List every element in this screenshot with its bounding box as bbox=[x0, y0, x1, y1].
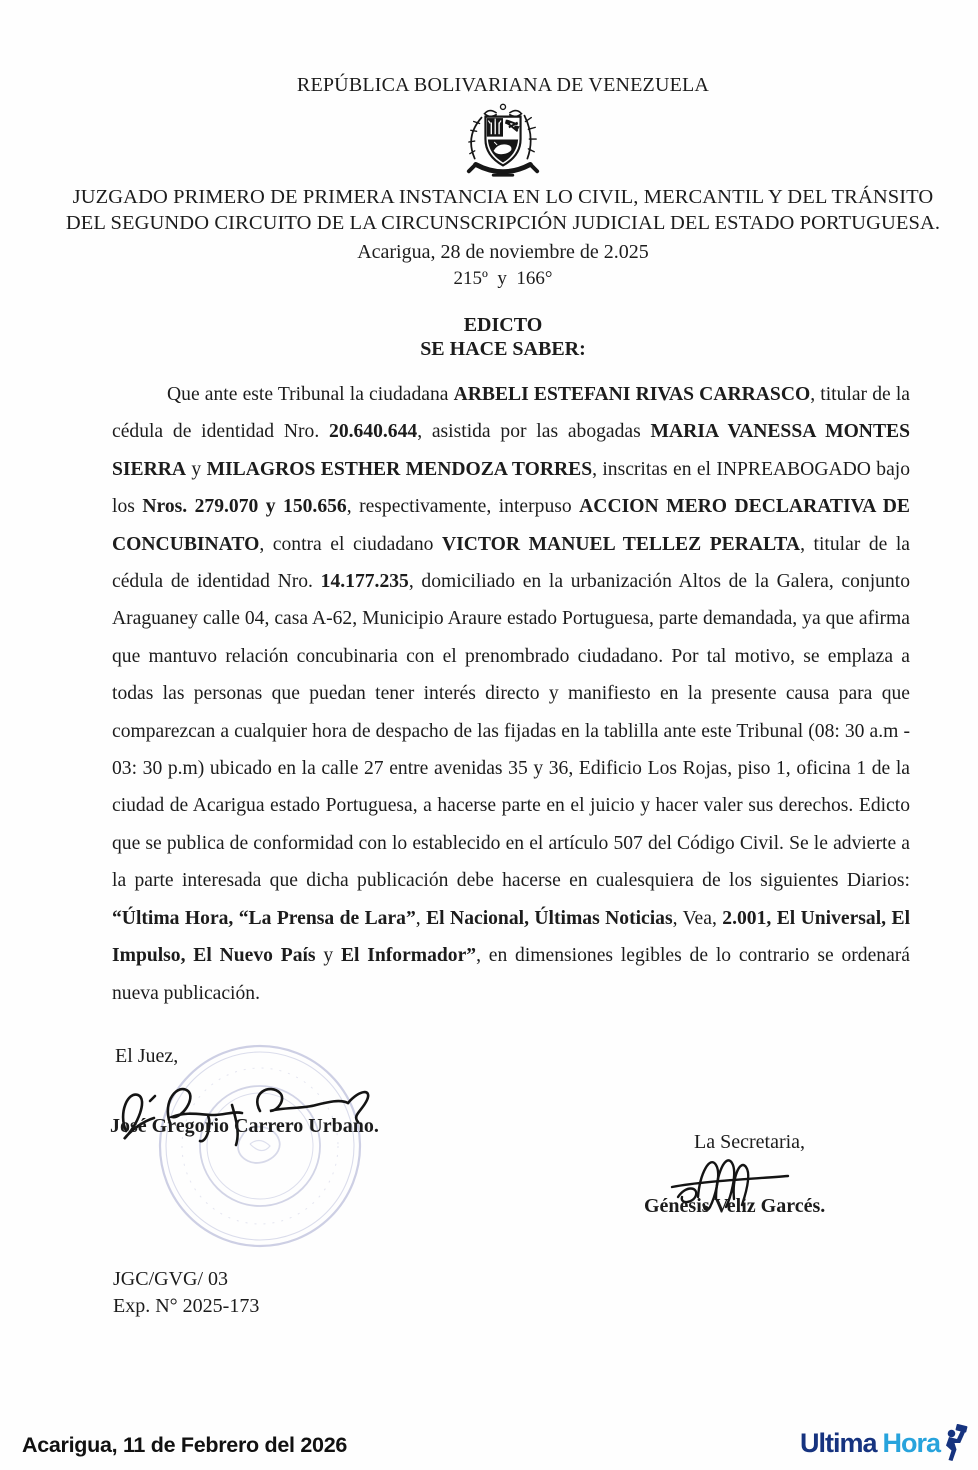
logo-text-hora: Hora bbox=[882, 1427, 940, 1458]
judge-name: José Gregorio Carrero Urbano. bbox=[110, 1115, 379, 1137]
anniversary-years-line: 215º y 166° bbox=[453, 268, 553, 289]
expedient-number: Exp. N° 2025-173 bbox=[113, 1295, 260, 1317]
ultima-hora-logo bbox=[800, 1424, 968, 1462]
court-title-line-1: JUZGADO PRIMERO DE PRIMERA INSTANCIA EN LO CIVIL, MERCANTIL Y DEL TRÁNSITO bbox=[72, 186, 934, 208]
secretary-label: La Secretaria, bbox=[694, 1131, 806, 1153]
newspaper-footer bbox=[0, 1418, 978, 1470]
court-title-line-2: DEL SEGUNDO CIRCUITO DE LA CIRCUNSCRIPCIÓN JUDICIAL DEL ESTADO PORTUGUESA. bbox=[65, 212, 941, 234]
logo-text-ultima: Ultima bbox=[799, 1427, 877, 1458]
edicto-title: EDICTO bbox=[463, 314, 543, 336]
newspaper-runner-icon bbox=[942, 1424, 968, 1462]
signatures-area bbox=[0, 1035, 978, 1275]
initials-reference: JGC/GVG/ 03 bbox=[113, 1268, 229, 1290]
file-reference-block bbox=[113, 1266, 259, 1320]
venezuela-coat-of-arms-icon bbox=[454, 102, 552, 182]
place-date-line: Acarigua, 28 de noviembre de 2.025 bbox=[357, 241, 649, 263]
document-header bbox=[0, 74, 978, 362]
publication-date: Acarigua, 11 de Febrero del 2026 bbox=[22, 1433, 348, 1457]
judge-label: El Juez, bbox=[115, 1045, 179, 1067]
edict-body-paragraph: Que ante este Tribunal la ciudadana ARBELI ESTEFANI RIVAS CARRASCO, titular de la cédula de identidad Nro. 20.640.644, asistida por las abogadas MARIA VANESSA MONTES SIERRA y MILAGROS ESTHER MENDOZA TORRES, inscritas en el INPREABOGADO bajo los Nros. 279.070 y 150.656, respectivamente, interpuso ACCION MERO DECLARATIVA DE CONCUBINATO, contra el ciudadano VICTOR MANUEL TELLEZ PERALTA, titular de la cédula de identidad Nro. 14.177.235, domiciliado en la urbanización Altos de la Galera, conjunto Araguaney calle 04, casa A-62, Municipio Araure estado Portuguesa, parte demandada, ya que afirma que mantuvo relación concubinaria con el prenombrado ciudadano. Por tal motivo, se emplaza a todas las personas que puedan tener interés directo y manifiesto en la presente causa para que comparezcan a cualquier hora de despacho de las fijadas en la tablilla ante este Tribunal (08: 30 a.m - 03: 30 p.m) ubicado en la calle 27 entre avenidas 35 y 36, Edificio Los Rojas, piso 1, oficina 1 de la ciudad de Acarigua estado Portuguesa, a hacerse parte en el juicio y hacer valer sus derechos. Edicto que se publica de conformidad con lo establecido en el artículo 507 del Código Civil. Se le advierte a la parte interesada que dicha publicación debe hacerse en cualesquiera de los siguientes Diarios: “Última Hora, “La Prensa de Lara”, El Nacional, Últimas Noticias, Vea, 2.001, El Universal, El Impulso, El Nuevo País y El Informador”, en dimensiones legibles de lo contrario se ordenará nueva publicación. bbox=[112, 384, 911, 1004]
secretary-name: Génesis Veliz Garcés. bbox=[644, 1195, 826, 1217]
se-hace-saber-subtitle: SE HACE SABER: bbox=[420, 338, 586, 360]
republic-title: REPÚBLICA BOLIVARIANA DE VENEZUELA bbox=[296, 74, 710, 96]
